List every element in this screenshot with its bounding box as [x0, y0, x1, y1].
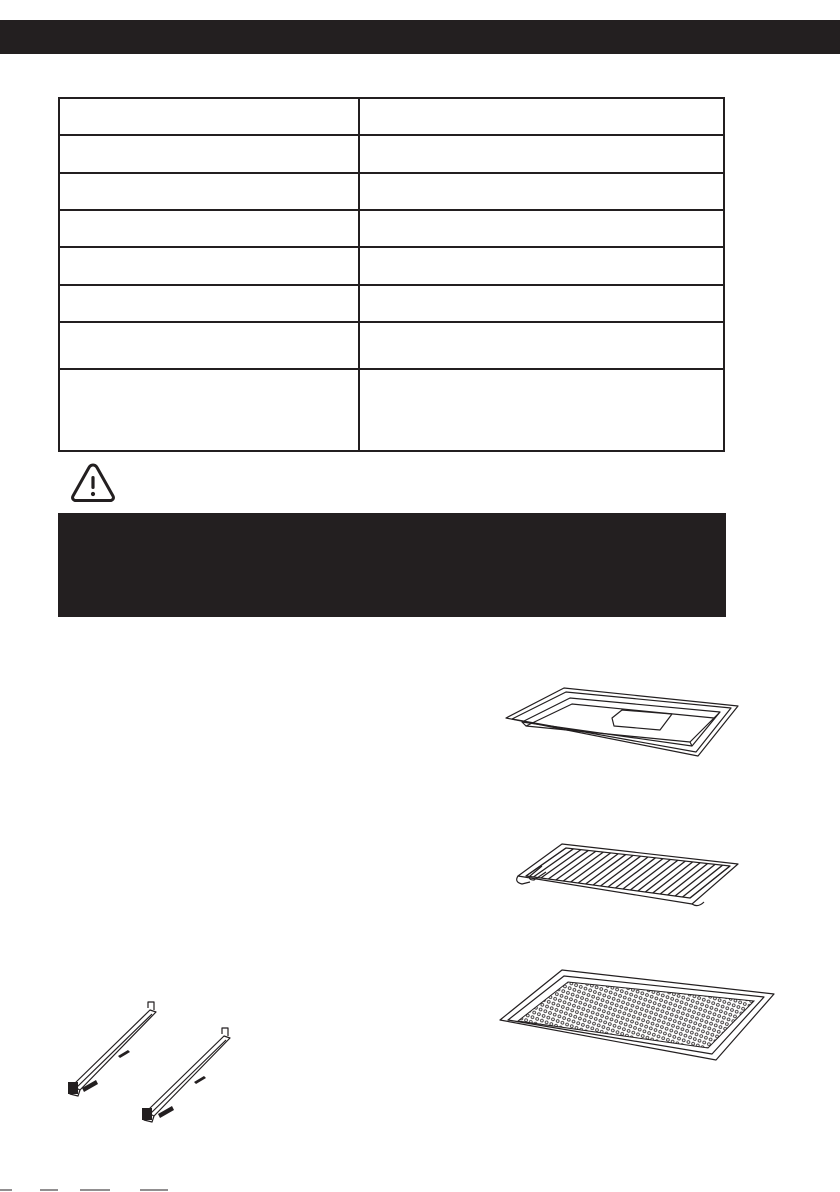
rack-bar	[675, 864, 715, 896]
table-cell	[59, 369, 359, 451]
table-row	[59, 322, 724, 369]
rack-bar	[533, 849, 573, 877]
rack-bar	[645, 861, 685, 892]
mesh-tray-icon	[496, 964, 778, 1064]
table-cell	[359, 173, 724, 210]
table-cell	[359, 369, 724, 451]
table-row	[59, 247, 724, 285]
table-cell	[359, 98, 724, 135]
rack-bar	[615, 858, 655, 888]
rack-bar	[653, 862, 693, 893]
table-cell	[59, 98, 359, 135]
table-cell	[359, 135, 724, 173]
rack-bar	[571, 853, 611, 882]
rack-bar	[690, 866, 730, 898]
rack-bar	[586, 855, 626, 884]
table-row	[59, 98, 724, 135]
rack-bar	[608, 857, 648, 887]
spec-table	[58, 97, 725, 452]
rack-bar	[563, 852, 603, 881]
rack-bar	[593, 855, 633, 885]
page-footer-marks	[0, 1186, 200, 1192]
table-cell	[359, 247, 724, 285]
rack-bar	[548, 850, 588, 879]
rack-bar	[660, 863, 700, 894]
rack-bar	[578, 854, 618, 883]
table-row	[59, 285, 724, 322]
table-cell	[59, 173, 359, 210]
wire-rack-icon	[512, 836, 744, 908]
rack-bar	[630, 859, 670, 890]
rack-bar	[668, 864, 708, 895]
rack-bar	[601, 856, 641, 886]
warning-box	[58, 513, 726, 617]
table-row	[59, 369, 724, 451]
table-row	[59, 210, 724, 247]
baking-tray-icon	[502, 682, 742, 762]
rack-bar	[541, 850, 581, 878]
table-cell	[59, 247, 359, 285]
table-cell	[59, 322, 359, 369]
rack-bar	[556, 851, 596, 880]
header-bar	[0, 20, 840, 54]
rack-bar	[623, 859, 663, 889]
table-cell	[59, 210, 359, 247]
table-row	[59, 135, 724, 173]
table-cell	[59, 135, 359, 173]
table-cell	[359, 322, 724, 369]
table-row	[59, 173, 724, 210]
table-cell	[359, 210, 724, 247]
rack-bar	[526, 848, 566, 876]
rack-bar	[683, 865, 723, 897]
table-cell	[359, 285, 724, 322]
table-cell	[59, 285, 359, 322]
rack-bar	[638, 860, 678, 891]
warning-icon	[69, 461, 117, 505]
telescopic-rails-icon	[62, 1000, 242, 1125]
